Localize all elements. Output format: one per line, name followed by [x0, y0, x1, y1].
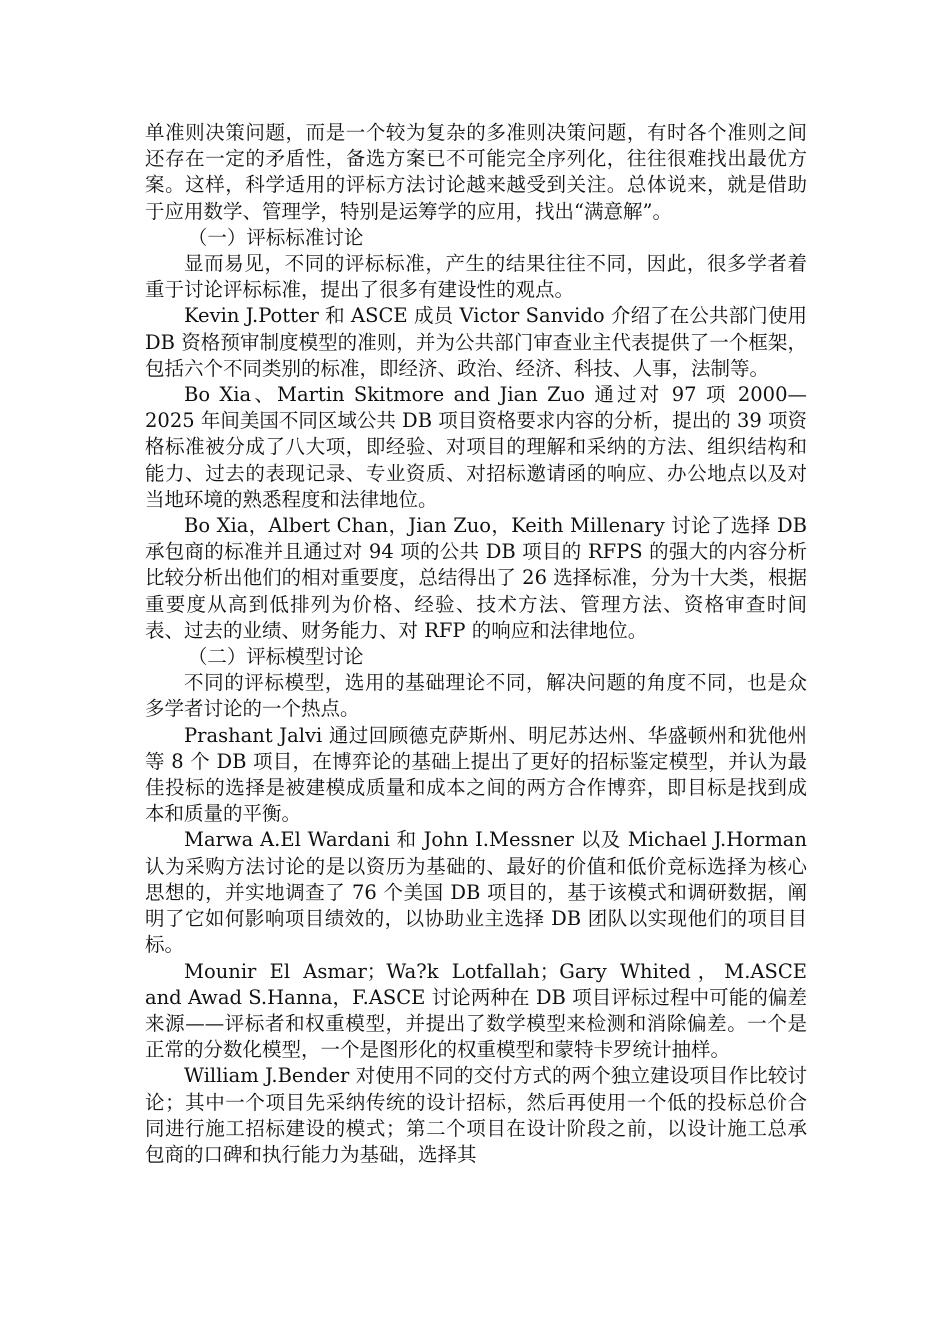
- paragraph-asmar-lotfallah-whited-hanna: Mounir El Asmar；Wa?k Lotfallah；Gary Whited，M.ASCE and Awad S.Hanna，F.ASCE 讨论两种在 DB 项目评标过程中可能的偏差来源——评标者和权重模型，并提出了数学模型来检测和消除偏差。一个是正常的分数化模型，一个是图形化的权重模型和蒙特卡罗统计抽样。: [145, 959, 807, 1062]
- paragraph-bender: William J.Bender 对使用不同的交付方式的两个独立建设项目作比较讨论；其中一个项目先采纳传统的设计招标，然后再使用一个低的投标总价合同进行施工招标建设的模式；第二个项目在设计阶段之前，以设计施工总承包商的口碑和执行能力为基础，选择其: [145, 1064, 807, 1166]
- document-body: [145, 120, 807, 1168]
- paragraph-potter-sanvido: Kevin J.Potter 和 ASCE 成员 Victor Sanvido 介绍了在公共部门使用 DB 资格预审制度模型的准则，并为公共部门审查业主代表提供了一个框架，包括六个不同类别的标准，即经济、政治、经济、科技、人事，法制等。: [145, 304, 807, 380]
- section-heading-evaluation-criteria: （一）评标标准讨论: [187, 225, 364, 249]
- paragraph-models-overview: 不同的评标模型，选用的基础理论不同，解决问题的角度不同，也是众多学者讨论的一个热点。: [145, 671, 807, 721]
- paragraph-xia-skitmore-zuo: Bo Xia、Martin Skitmore and Jian Zuo 通过对 97 项 2000—2025 年间美国不同区域公共 DB 项目资格要求内容的分析，提出的 39 项资格标准被分成了八大项，即经验、对项目的理解和采纳的方法、组织结构和能力、过去的表现记录、专业资质、对招标邀请函的响应、办公地点以及对当地环境的熟悉程度和法律地位。: [145, 383, 807, 511]
- paragraph-intro-continuation: 单准则决策问题，而是一个较为复杂的多准则决策问题，有时各个准则之间还存在一定的矛盾性，备选方案已不可能完全序列化，往往很难找出最优方案。这样，科学适用的评标方法讨论越来越受到关注。总体说来，就是借助于应用数学、管理学，特别是运筹学的应用，找出“满意解”。: [145, 121, 807, 223]
- paragraph-xia-chan-zuo-millenary: Bo Xia，Albert Chan，Jian Zuo，Keith Millenary 讨论了选择 DB 承包商的标准并且通过对 94 项的公共 DB 项目的 RFPS 的强大的内容分析比较分析出他们的相对重要度，总结得出了 26 选择标准，分为十大类，根据重要度从高到低排列为价格、经验、技术方法、管理方法、资格审查时间表、过去的业绩、财务能力、对 RFP 的响应和法律地位。: [145, 514, 807, 642]
- paragraph-criteria-overview: 显而易见，不同的评标标准，产生的结果往往不同，因此，很多学者着重于讨论评标标准，提出了很多有建设性的观点。: [145, 252, 807, 302]
- section-heading-evaluation-models: （二）评标模型讨论: [187, 645, 364, 669]
- paragraph-wardani-messner-horman: Marwa A.El Wardani 和 John I.Messner 以及 Michael J.Horman 认为采购方法讨论的是以资历为基础的、最好的价值和低价竞标选择为核心思想的，并实地调查了 76 个美国 DB 项目的，基于该模式和调研数据，阐明了它如何影响项目绩效的，以协助业主选择 DB 团队以实现他们的项目目标。: [145, 828, 807, 957]
- paragraph-jalvi: Prashant Jalvi 通过回顾德克萨斯州、明尼苏达州、华盛顿州和犹他州等 8 个 DB 项目，在博弈论的基础上提出了更好的招标鉴定模型，并认为最佳投标的选择是被建模成质量和成本之间的两方合作博弈，即目标是找到成本和质量的平衡。: [145, 723, 807, 826]
